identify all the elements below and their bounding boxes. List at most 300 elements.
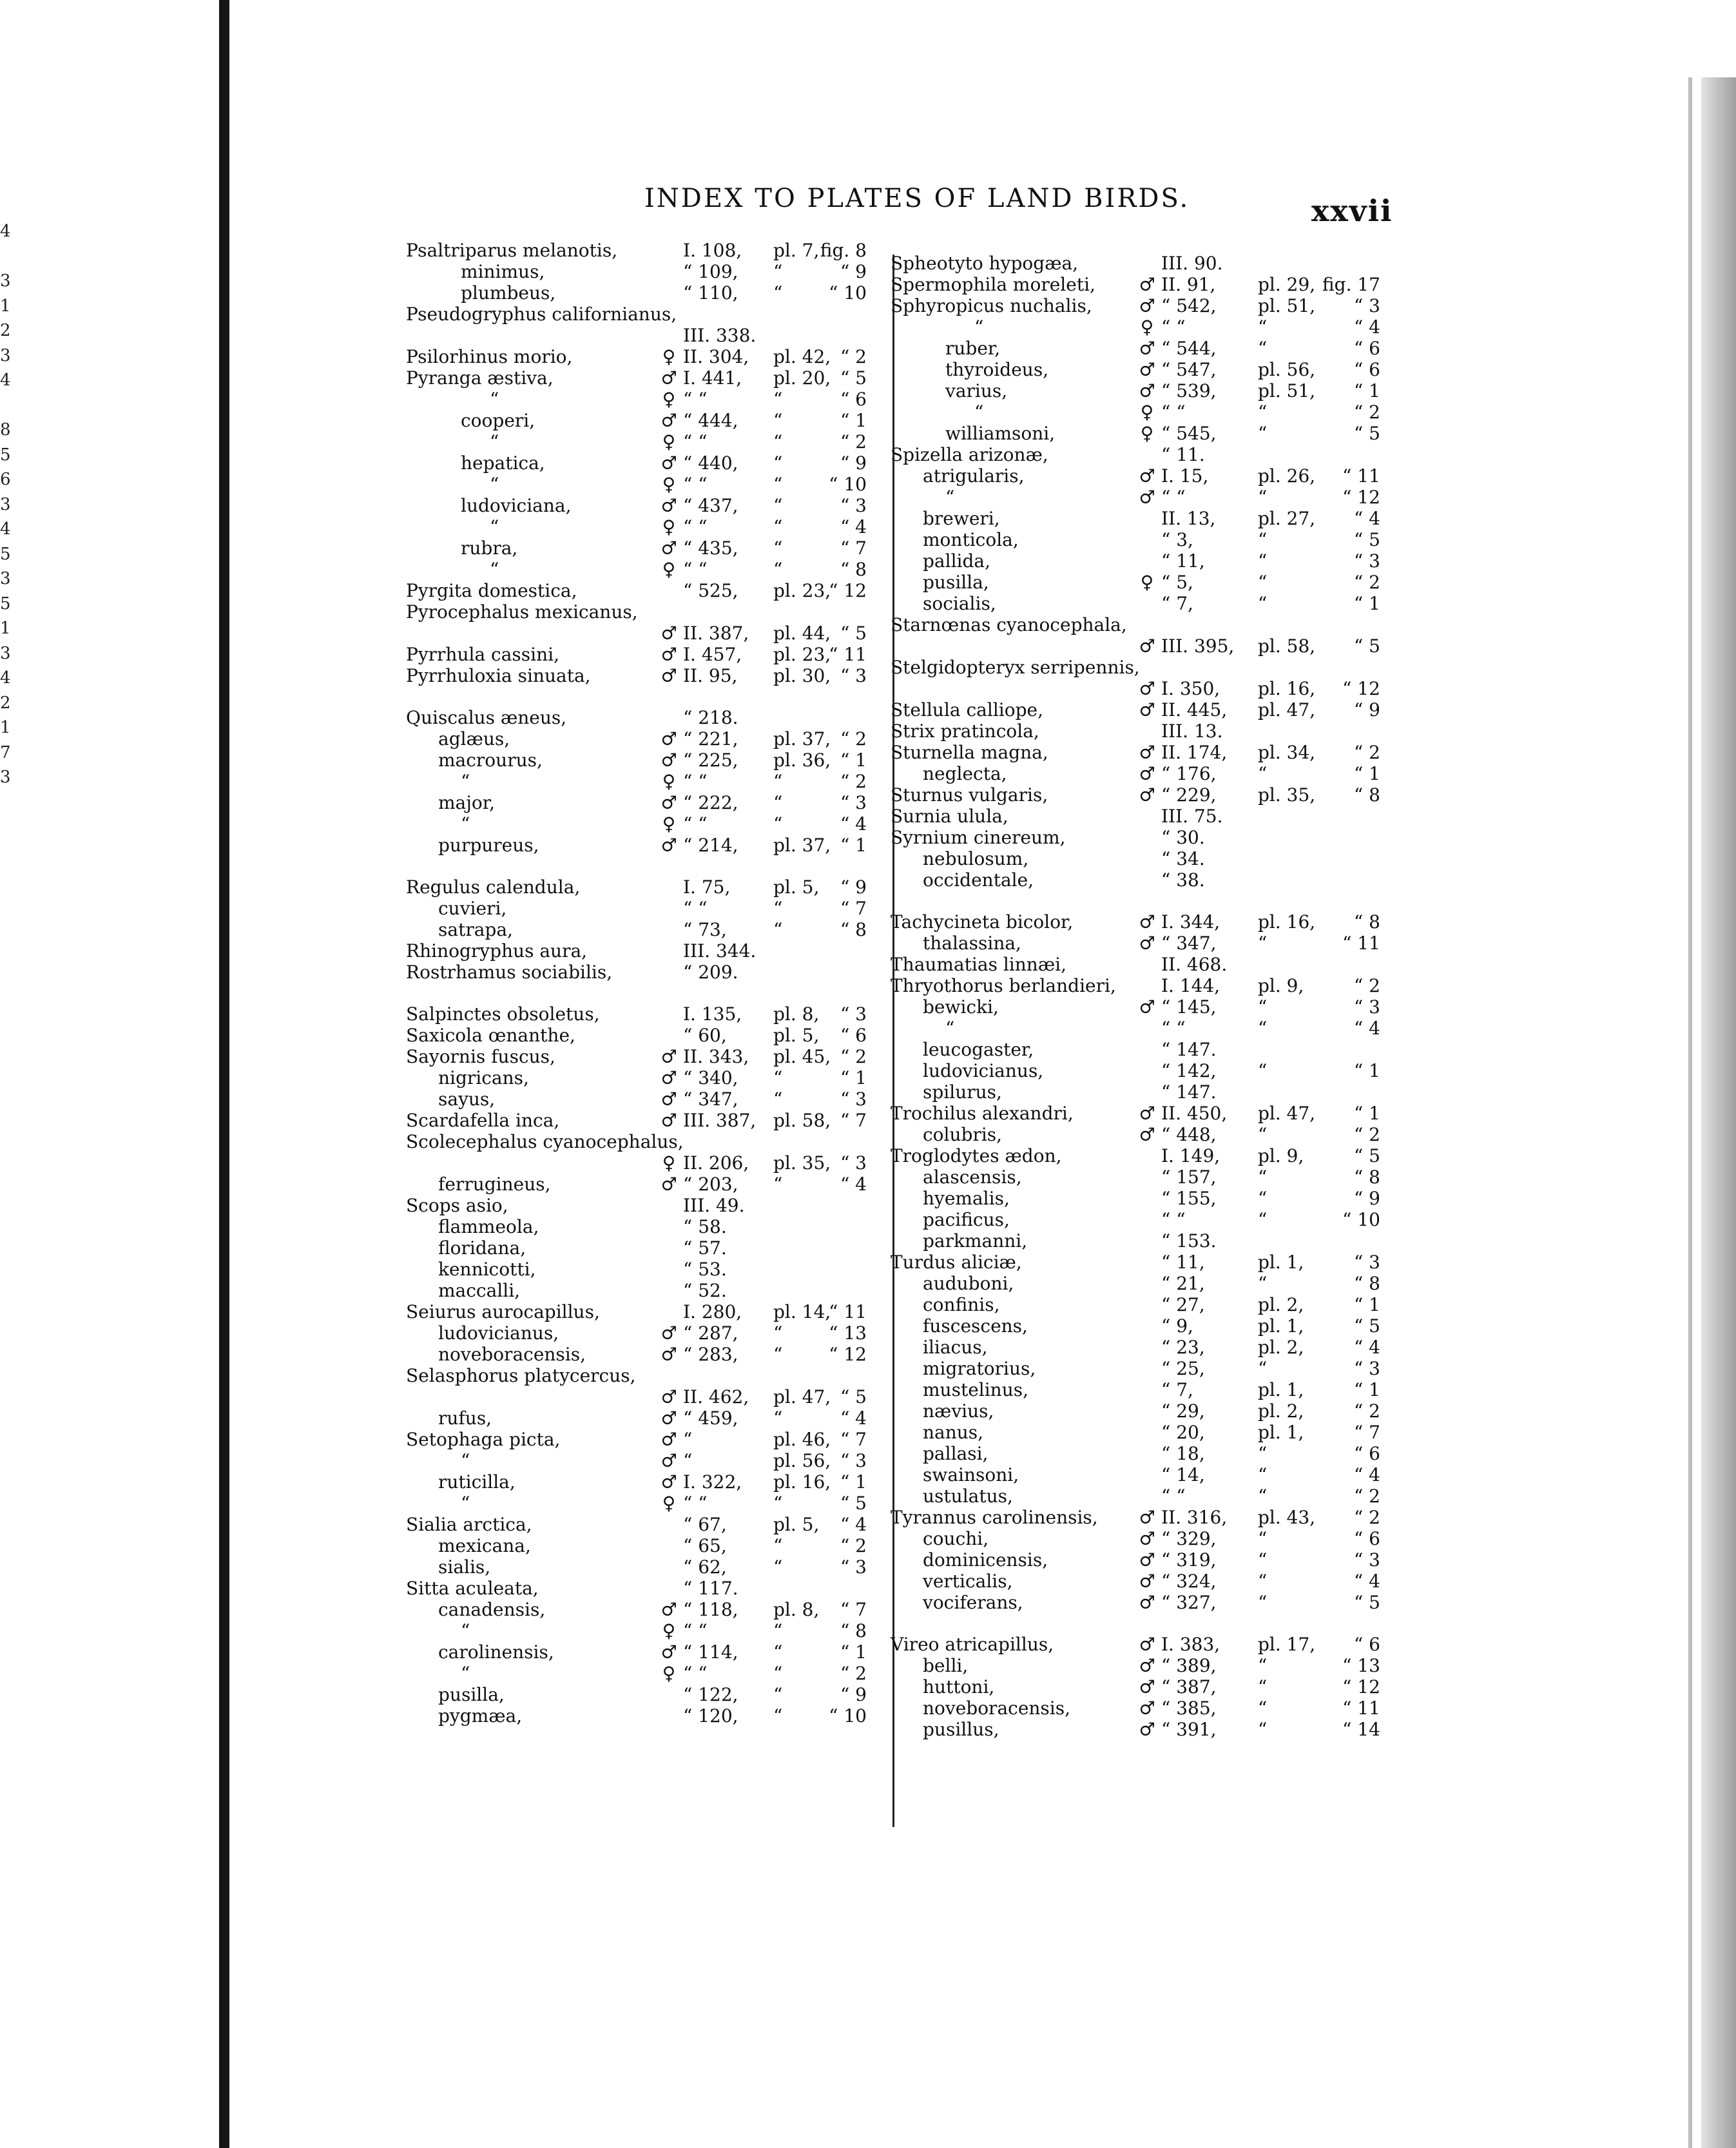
plate-ref: “ [1258,1676,1268,1698]
index-entry [891,827,1390,848]
section-gap [406,856,876,876]
index-entry [891,657,1390,678]
figure-ref: “ 3 [1353,550,1380,572]
index-entry [891,380,1390,402]
figure-ref: “ 3 [840,1152,867,1174]
volume-page-ref: II. 387, [683,623,749,644]
volume-page-ref: I. 457, [683,644,742,665]
species-name: williamsoni, [945,423,1056,444]
index-entry [891,1188,1390,1209]
index-entry [891,1549,1390,1571]
species-name: ruticilla, [438,1471,516,1493]
volume-page-ref: “ 25, [1161,1358,1205,1379]
plate-ref: “ [773,474,783,495]
figure-ref: “ 8 [840,919,867,940]
figure-ref: “ 13 [829,1322,867,1344]
sex-symbol: ♂ [1139,699,1155,721]
sex-symbol: ♂ [1139,295,1155,316]
figure-ref: “ 4 [1353,316,1380,338]
sex-symbol: ♂ [661,1089,677,1110]
volume-page-ref: “ 11, [1161,550,1205,572]
plate-ref: pl. 29, [1258,274,1316,295]
index-entry [891,444,1390,465]
species-name: hyemalis, [923,1188,1010,1209]
volume-page-ref: “ [683,1450,693,1471]
species-name: Sphyropicus nuchalis, [891,295,1092,316]
page-edge-shadow [1688,77,1692,2148]
index-entry [406,1450,876,1471]
index-entry [406,516,876,537]
figure-ref: “ 1 [840,410,867,431]
index-entry [891,593,1390,614]
bleed-glyph: 4 [0,222,11,241]
index-entry [406,559,876,580]
figure-ref: “ 6 [1353,1634,1380,1655]
species-name: noveboracensis, [923,1698,1071,1719]
volume-page-ref: “ 11, [1161,1252,1205,1273]
figure-ref: “ 5 [840,1493,867,1514]
index-entry [891,1676,1390,1698]
figure-ref: “ 5 [1353,635,1380,657]
volume-page-ref: II. 450, [1161,1103,1228,1124]
index-entry [891,1592,1390,1613]
volume-page-ref: “ 67, [683,1514,727,1535]
species-name: Troglodytes ædon, [891,1145,1062,1166]
volume-page-ref: “ 218. [683,707,738,728]
bleed-glyph: 4 [0,668,11,688]
species-name: kennicotti, [438,1259,536,1280]
index-entry [406,1705,876,1727]
index-entry [891,465,1390,487]
plate-ref: pl. 26, [1258,465,1316,487]
plate-ref: “ [1258,996,1268,1018]
species-name: noveboracensis, [438,1344,586,1365]
volume-page-ref: “ 214, [683,835,738,856]
plate-ref: pl. 51, [1258,380,1316,402]
volume-page-ref: II. 174, [1161,742,1228,763]
index-entry [891,1039,1390,1060]
volume-page-ref: “ “ [1161,487,1186,508]
species-name: Stelgidopteryx serripennis, [891,657,1140,678]
plate-ref: pl. 7, [773,240,820,261]
species-name: verticalis, [923,1571,1013,1592]
volume-page-ref: “ 324, [1161,1571,1217,1592]
volume-page-ref: “ 34. [1161,848,1205,869]
figure-ref: “ 1 [1353,1060,1380,1081]
section-gap [891,1613,1390,1634]
volume-page-ref: “ “ [683,431,708,452]
figure-ref: “ 10 [829,1705,867,1727]
species-name: “ [945,1018,955,1039]
volume-page-ref: II. 316, [1161,1507,1228,1528]
volume-page-ref: “ 385, [1161,1698,1217,1719]
section-gap [891,891,1390,911]
species-name: Syrnium cinereum, [891,827,1066,848]
species-name: ferrugineus, [438,1174,551,1195]
volume-page-ref: “ 3, [1161,529,1193,550]
volume-page-ref: “ 545, [1161,423,1217,444]
index-entry [891,1443,1390,1464]
volume-page-ref: “ 203, [683,1174,738,1195]
volume-page-ref: III. 338. [683,325,757,346]
plate-ref: “ [773,1322,783,1344]
species-name: Tachycineta bicolor, [891,911,1074,933]
plate-ref: “ [1258,1209,1268,1230]
species-name: bewicki, [923,996,999,1018]
species-name: nævius, [923,1400,994,1422]
plate-ref: “ [1258,572,1268,593]
plate-ref: “ [1258,1124,1268,1145]
volume-page-ref: I. 108, [683,240,742,261]
volume-page-ref: “ 53. [683,1259,727,1280]
sex-symbol: ♀ [1140,316,1154,338]
plate-ref: “ [773,516,783,537]
sex-symbol: ♂ [661,1386,677,1408]
species-name: “ [974,316,984,338]
plate-ref: “ [1258,1188,1268,1209]
index-entry [406,1089,876,1110]
bleed-glyph: 1 [0,296,11,316]
figure-ref: “ 1 [1353,593,1380,614]
species-name: “ [490,389,499,410]
species-name: Spizella arizonæ, [891,444,1048,465]
sex-symbol: ♂ [1139,1698,1155,1719]
volume-page-ref: “ 176, [1161,763,1217,784]
index-entry [406,452,876,474]
figure-ref: “ 9 [840,261,867,282]
binding-gutter [219,0,229,2148]
bleed-glyph: 1 [0,619,11,638]
figure-ref: “ 2 [840,431,867,452]
sex-symbol: ♂ [1139,1549,1155,1571]
running-head: INDEX TO PLATES OF LAND BIRDS. [644,184,1190,213]
figure-ref: “ 8 [1353,1273,1380,1294]
volume-page-ref: “ 109, [683,261,738,282]
figure-ref: “ 3 [840,665,867,686]
species-name: plumbeus, [461,282,556,304]
volume-page-ref: I. 149, [1161,1145,1220,1166]
index-entry [891,359,1390,380]
figure-ref: “ 6 [1353,1443,1380,1464]
volume-page-ref: “ 391, [1161,1719,1217,1740]
species-name: ustulatus, [923,1485,1013,1507]
sex-symbol: ♂ [661,367,677,389]
index-entry [891,1081,1390,1103]
figure-ref: “ 9 [840,452,867,474]
index-entry [891,678,1390,699]
bleed-glyph: 3 [0,345,11,365]
sex-symbol: ♂ [661,1450,677,1471]
species-name: couchi, [923,1528,989,1549]
species-name: “ [490,559,499,580]
sex-symbol: ♂ [1139,1528,1155,1549]
sex-symbol: ♂ [1139,1676,1155,1698]
index-entry [406,1322,876,1344]
volume-page-ref: I. 441, [683,367,742,389]
volume-page-ref: “ 155, [1161,1188,1217,1209]
plate-ref: pl. 17, [1258,1634,1316,1655]
sex-symbol: ♂ [1139,763,1155,784]
plate-ref: pl. 30, [773,665,831,686]
sex-symbol: ♂ [661,1429,677,1450]
index-entry [891,1698,1390,1719]
plate-ref: pl. 9, [1258,1145,1304,1166]
index-entry [406,644,876,665]
species-name: occidentale, [923,869,1034,891]
volume-page-ref: “ 327, [1161,1592,1217,1613]
sex-symbol: ♂ [1139,1571,1155,1592]
plate-ref: “ [1258,1060,1268,1081]
species-name: Sialia arctica, [406,1514,532,1535]
species-name: Rhinogryphus aura, [406,940,588,962]
index-entry [406,1259,876,1280]
figure-ref: “ 13 [1342,1655,1380,1676]
index-entry [406,1514,876,1535]
index-entry [891,1294,1390,1315]
sex-symbol: ♀ [662,1152,676,1174]
plate-ref: pl. 37, [773,835,831,856]
volume-page-ref: “ 437, [683,495,738,516]
sex-symbol: ♂ [1139,274,1155,295]
volume-page-ref: “ 539, [1161,380,1217,402]
volume-page-ref: I. 135, [683,1003,742,1025]
figure-ref: “ 12 [1342,487,1380,508]
bleed-glyph: 3 [0,569,11,588]
sex-symbol: ♂ [1139,996,1155,1018]
figure-ref: “ 9 [1353,1188,1380,1209]
species-name: Seiurus aurocapillus, [406,1301,600,1322]
plate-ref: pl. 56, [773,1450,831,1471]
plate-ref: “ [773,919,783,940]
volume-page-ref: “ 287, [683,1322,738,1344]
species-name: neglecta, [923,763,1007,784]
species-name: ludovicianus, [438,1322,559,1344]
species-name: Regulus calendula, [406,876,581,898]
volume-page-ref: “ 448, [1161,1124,1217,1145]
figure-ref: “ 5 [840,1386,867,1408]
index-entry [891,1145,1390,1166]
index-entry [891,975,1390,996]
figure-ref: “ 5 [1353,1592,1380,1613]
species-name: “ [490,431,499,452]
species-name: aglæus, [438,728,510,750]
sex-symbol: ♂ [1139,1655,1155,1676]
figure-ref: “ 3 [840,1450,867,1471]
species-name: spilurus, [923,1081,1002,1103]
index-entry [406,728,876,750]
bleed-glyph: 6 [0,470,11,489]
species-name: pacificus, [923,1209,1010,1230]
index-entry [891,274,1390,295]
volume-page-ref: III. 90. [1161,253,1223,274]
volume-page-ref: “ 209. [683,962,738,983]
figure-ref: “ 2 [840,346,867,367]
volume-page-ref: II. 95, [683,665,738,686]
sex-symbol: ♂ [1139,338,1155,359]
index-entry [406,1195,876,1216]
figure-ref: “ 3 [1353,1358,1380,1379]
species-name: breweri, [923,508,1000,529]
volume-page-ref: I. 75, [683,876,731,898]
species-name: pallida, [923,550,990,572]
species-name: ruber, [945,338,1001,359]
volume-page-ref: “ 283, [683,1344,738,1365]
figure-ref: “ 2 [1353,572,1380,593]
species-name: Sturnus vulgaris, [891,784,1048,806]
index-entry [406,898,876,919]
volume-page-ref: II. 91, [1161,274,1216,295]
volume-page-ref: “ “ [1161,1018,1186,1039]
index-entry [406,367,876,389]
volume-page-ref: “ 110, [683,282,738,304]
index-entry [406,1344,876,1365]
species-name: Sitta aculeata, [406,1578,539,1599]
bleed-glyph: 3 [0,494,11,514]
volume-page-ref: I. 383, [1161,1634,1220,1655]
sex-symbol: ♂ [661,1174,677,1195]
volume-page-ref: “ 62, [683,1556,727,1578]
index-entry [891,1315,1390,1337]
plate-ref: “ [1258,1443,1268,1464]
species-name: Vireo atricapillus, [891,1634,1054,1655]
figure-ref: “ 7 [840,537,867,559]
species-name: Surnia ulula, [891,806,1008,827]
species-name: Scolecephalus cyanocephalus, [406,1131,684,1152]
volume-page-ref: I. 280, [683,1301,742,1322]
index-entry [406,1216,876,1237]
volume-page-ref: “ 118, [683,1599,738,1620]
figure-ref: “ 1 [840,1641,867,1663]
sex-symbol: ♀ [1140,423,1154,444]
species-name: “ [461,771,470,792]
species-name: Sturnella magna, [891,742,1048,763]
plate-ref: pl. 8, [773,1599,820,1620]
bleed-glyph: 3 [0,643,11,663]
index-entry [891,1528,1390,1549]
plate-ref: “ [773,537,783,559]
index-entry [406,1301,876,1322]
volume-page-ref: “ 340, [683,1067,738,1089]
species-name: belli, [923,1655,969,1676]
species-name: “ [461,1663,470,1684]
species-name: “ [490,516,499,537]
index-entry [891,487,1390,508]
volume-page-ref: “ “ [683,559,708,580]
sex-symbol: ♂ [661,410,677,431]
volume-page-ref: “ 23, [1161,1337,1205,1358]
index-entry [406,1365,876,1386]
species-name: socialis, [923,593,996,614]
index-entry [891,1719,1390,1740]
plate-ref: “ [1258,1358,1268,1379]
volume-page-ref: “ 145, [1161,996,1217,1018]
species-name: colubris, [923,1124,1003,1145]
species-name: Selasphorus platycercus, [406,1365,636,1386]
volume-page-ref: “ 222, [683,792,738,813]
index-entry [891,423,1390,444]
species-name: “ [490,474,499,495]
plate-ref: “ [1258,1719,1268,1740]
species-name: Spheotyto hypogæa, [891,253,1079,274]
plate-ref: “ [1258,1528,1268,1549]
plate-ref: “ [1258,529,1268,550]
figure-ref: “ 4 [1353,1571,1380,1592]
plate-ref: “ [1258,1655,1268,1676]
volume-page-ref: “ 65, [683,1535,727,1556]
figure-ref: “ 2 [840,728,867,750]
volume-page-ref: “ “ [683,813,708,835]
figure-ref: “ 6 [1353,338,1380,359]
index-entry [406,792,876,813]
figure-ref: “ 6 [1353,1528,1380,1549]
species-name: Scardafella inca, [406,1110,560,1131]
volume-page-ref: “ “ [1161,1485,1186,1507]
species-name: Quiscalus æneus, [406,707,567,728]
plate-ref: pl. 56, [1258,359,1316,380]
figure-ref: “ 11 [829,644,867,665]
sex-symbol: ♂ [661,1046,677,1067]
index-entry [406,1641,876,1663]
plate-ref: “ [773,282,783,304]
plate-ref: “ [773,1089,783,1110]
index-entry [406,1046,876,1067]
figure-ref: “ 3 [1353,996,1380,1018]
page-edge-shadow-outer [1701,77,1736,2148]
page-number: xxvii [1311,193,1393,228]
index-entry [406,346,876,367]
figure-ref: “ 8 [840,559,867,580]
figure-ref: “ 5 [1353,529,1380,550]
figure-ref: “ 2 [1353,975,1380,996]
figure-ref: “ 4 [840,813,867,835]
figure-ref: “ 5 [840,367,867,389]
figure-ref: “ 1 [840,1471,867,1493]
figure-ref: “ 1 [1353,763,1380,784]
species-name: sialis, [438,1556,491,1578]
volume-page-ref: III. 395, [1161,635,1235,657]
figure-ref: “ 10 [829,282,867,304]
plate-ref: “ [773,1641,783,1663]
figure-ref: “ 3 [840,495,867,516]
index-entry [406,919,876,940]
species-name: “ [974,402,984,423]
sex-symbol: ♂ [661,750,677,771]
index-entry [891,1124,1390,1145]
figure-ref: “ 5 [1353,423,1380,444]
volume-page-ref: “ 221, [683,728,738,750]
plate-ref: “ [773,1535,783,1556]
volume-page-ref: II. 462, [683,1386,749,1408]
index-entry [891,1634,1390,1655]
index-entry [891,1230,1390,1252]
sex-symbol: ♀ [662,474,676,495]
volume-page-ref: “ 5, [1161,572,1193,593]
figure-ref: “ 2 [840,771,867,792]
plate-ref: “ [773,1684,783,1705]
volume-page-ref: III. 344. [683,940,757,962]
index-entry [406,1493,876,1514]
index-entry [891,806,1390,827]
species-name: Psaltriparus melanotis, [406,240,618,261]
volume-page-ref: “ 58. [683,1216,727,1237]
plate-ref: pl. 35, [1258,784,1316,806]
plate-ref: “ [773,1620,783,1641]
volume-page-ref: “ 73, [683,919,727,940]
plate-ref: pl. 1, [1258,1315,1304,1337]
species-name: migratorius, [923,1358,1036,1379]
volume-page-ref: “ 117. [683,1578,738,1599]
index-entry [406,940,876,962]
